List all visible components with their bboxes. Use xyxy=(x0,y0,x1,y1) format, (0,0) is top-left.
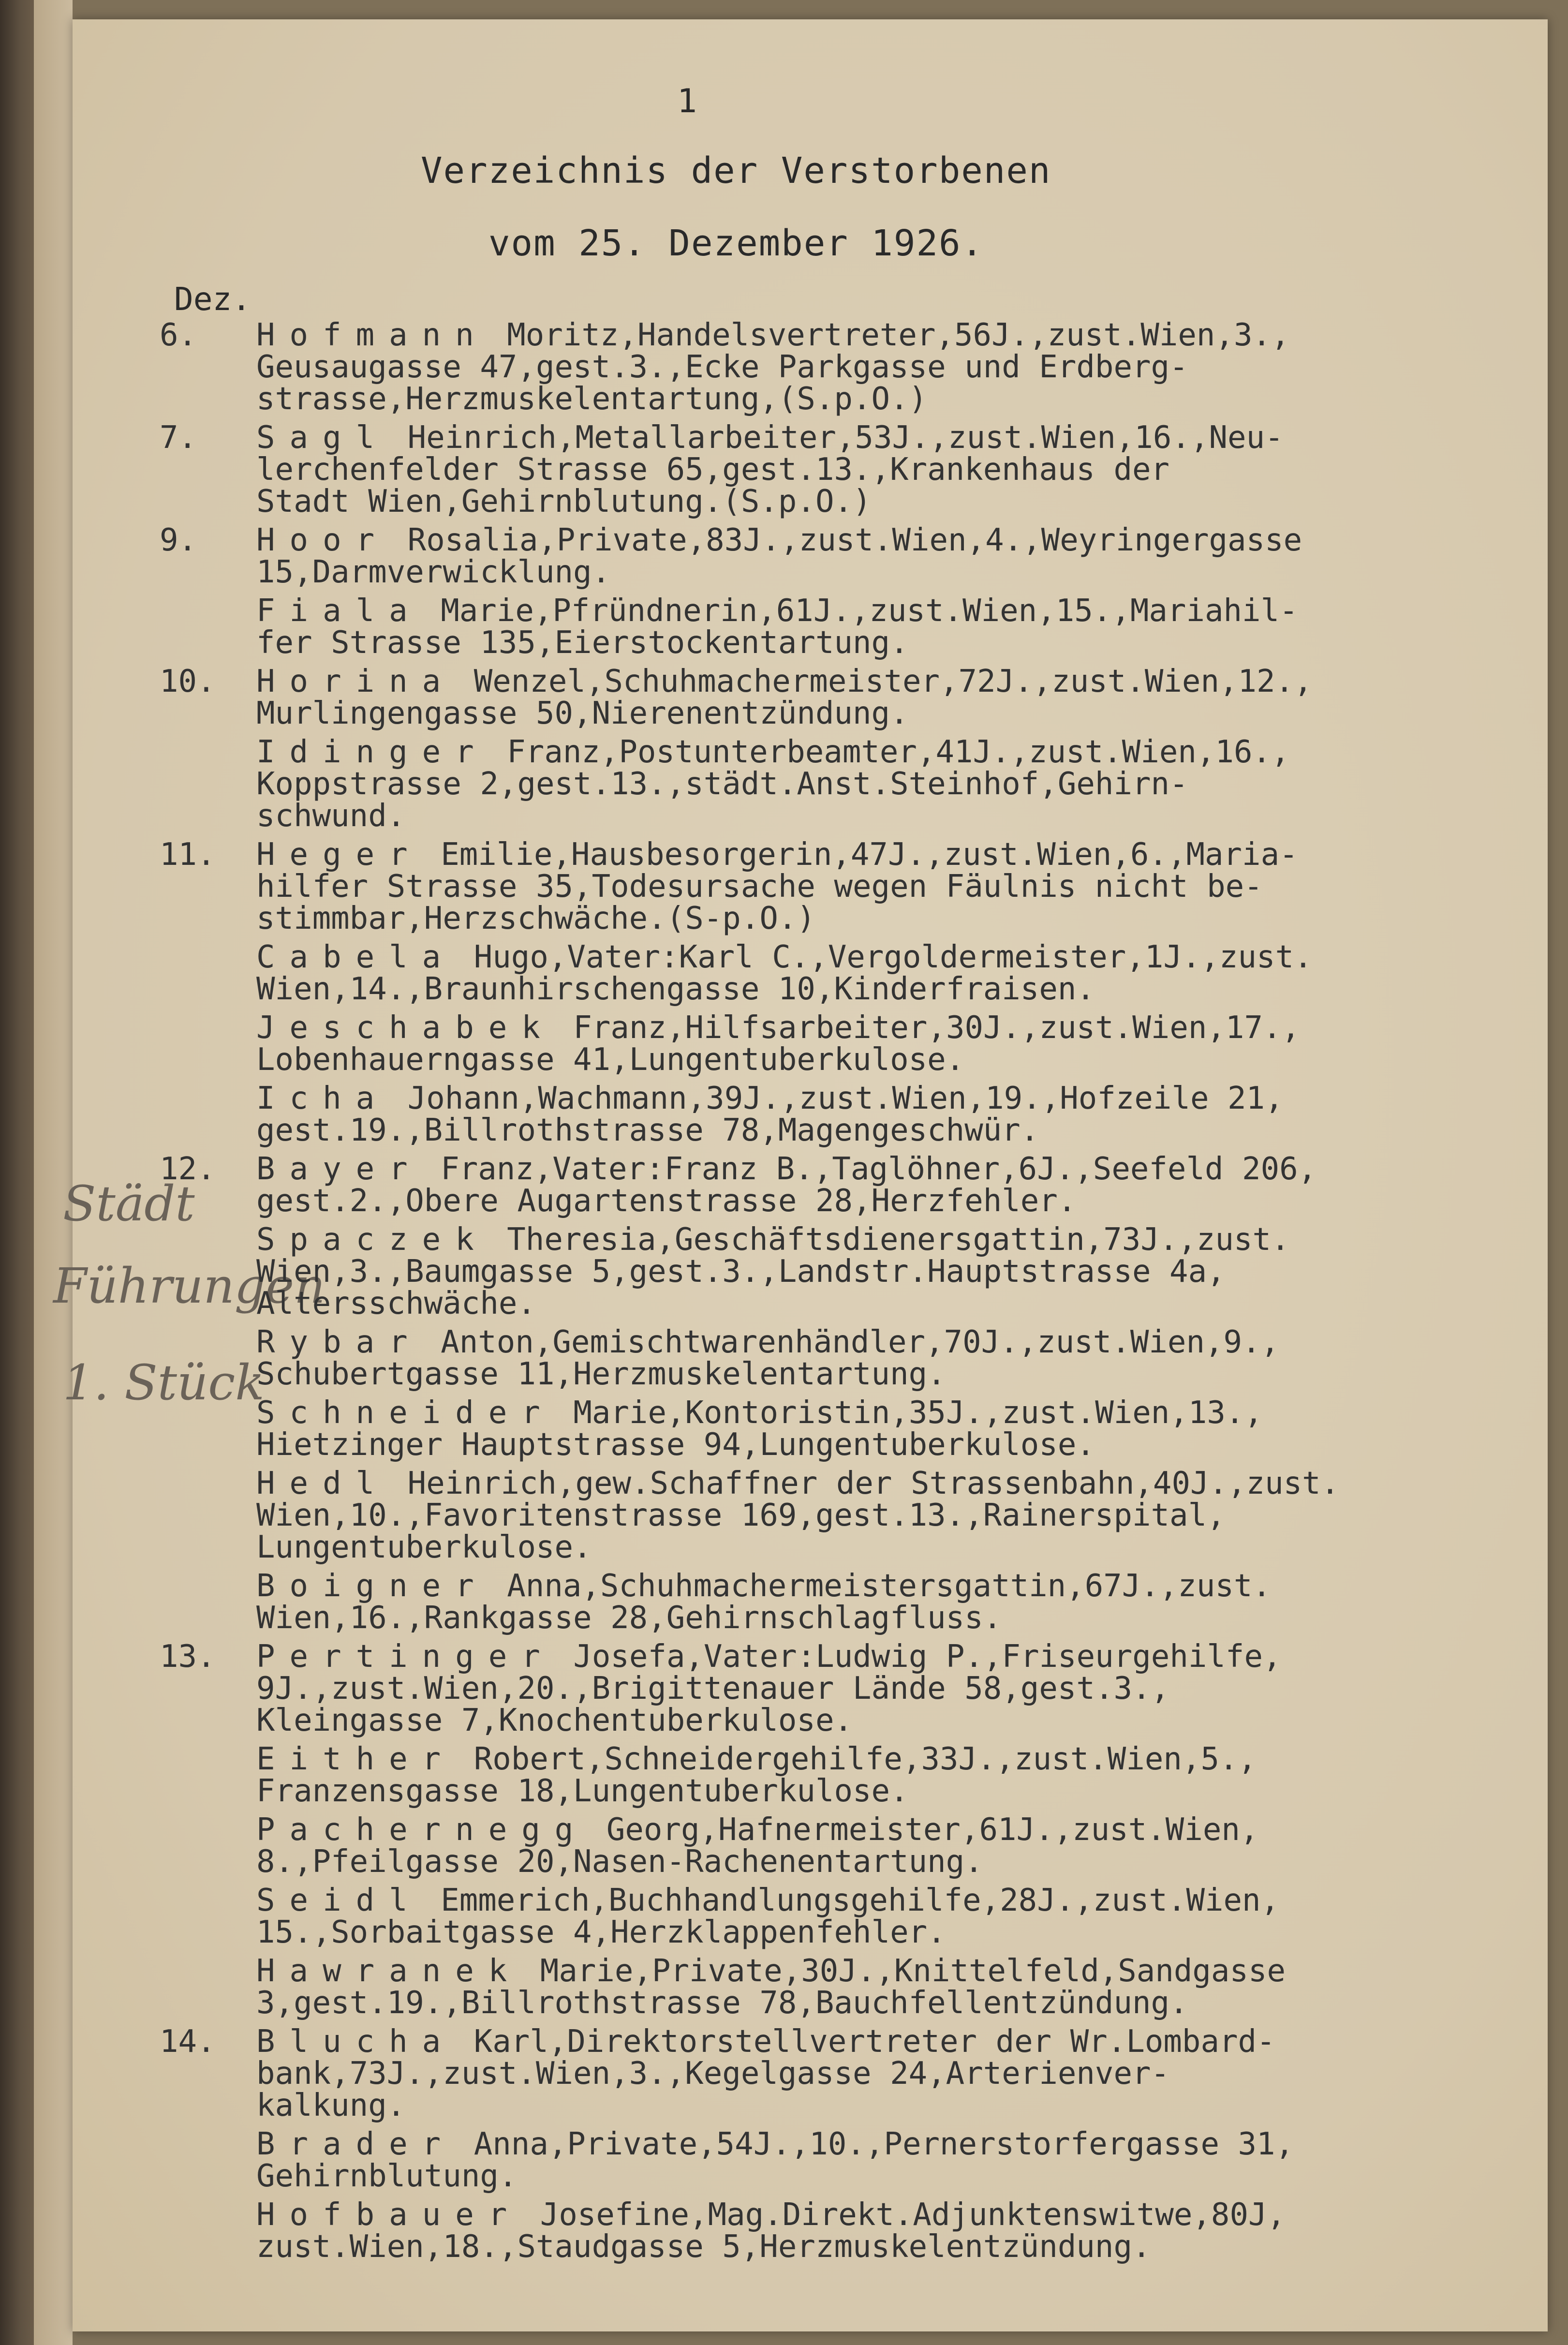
page-title: Verzeichnis der Verstorbenen xyxy=(421,150,1051,192)
entry-details: Anton,Gemischtwarenhändler,70J.,zust.Wien,9., Schubertgasse 11,Herzmuskelentartung. xyxy=(256,1324,1280,1392)
book-binding xyxy=(0,0,34,2345)
register-entry xyxy=(160,1153,1514,1217)
entry-surname: Sagl xyxy=(256,420,389,456)
entry-surname: Either xyxy=(256,1741,456,1777)
entry-surname: Brader xyxy=(256,2126,456,2162)
register-entry xyxy=(160,666,1514,729)
entry-details: Karl,Direktorstellvertreter der Wr.Lombard- bank,73J.,zust.Wien,3.,Kegelgasse 24,Arterienver- kalkung. xyxy=(256,2024,1275,2123)
page-number: 1 xyxy=(677,82,697,120)
entry-date: 13. xyxy=(160,1639,216,1675)
register-entry xyxy=(160,1397,1514,1461)
entry-details: Marie,Kontoristin,35J.,zust.Wien,13., Hietzinger Hauptstrasse 94,Lungentuberkulose. xyxy=(256,1395,1263,1463)
entry-surname: Heger xyxy=(256,837,422,873)
entry-surname: Pachernegg xyxy=(256,1812,588,1848)
register-entry xyxy=(160,941,1514,1005)
register-entry xyxy=(160,736,1514,832)
entry-surname: Bayer xyxy=(256,1151,422,1187)
register-entry xyxy=(160,2026,1514,2122)
entry-details: Robert,Schneidergehilfe,33J.,zust.Wien,5., Franzensgasse 18,Lungentuberkulose. xyxy=(256,1741,1257,1809)
entry-details: Franz,Hilfsarbeiter,30J.,zust.Wien,17., Lobenhauerngasse 41,Lungentuberkulose. xyxy=(256,1010,1301,1078)
register-entry xyxy=(160,1885,1514,1948)
entry-details: Theresia,Geschäftsdienersgattin,73J.,zust. Wien,3.,Baumgasse 5,gest.3.,Landstr.Hauptstrasse 4a, Altersschwäche. xyxy=(256,1222,1290,1321)
entry-details: Heinrich,gew.Schaffner der Strassenbahn,40J.,zust. Wien,10.,Favoritenstrasse 169,gest.13.,Rainerspital, Lungentuberkulose. xyxy=(256,1466,1340,1565)
entry-surname: Cabela xyxy=(256,939,456,975)
register-entry xyxy=(160,1570,1514,1634)
entry-date: 7. xyxy=(160,420,197,456)
entry-date: 9. xyxy=(160,522,197,558)
register-entry xyxy=(160,1743,1514,1807)
entry-details: Franz,Postunterbeamter,41J.,zust.Wien,16., Koppstrasse 2,gest.13.,städt.Anst.Steinhof,Gehirn- schwund. xyxy=(256,734,1290,834)
entry-details: Anna,Private,54J.,10.,Pernerstorfergasse 31, Gehirnblutung. xyxy=(256,2126,1294,2194)
register-entry xyxy=(160,422,1514,518)
entry-surname: Seidl xyxy=(256,1883,422,1918)
register-entry xyxy=(160,2199,1514,2263)
entry-details: Emilie,Hausbesorgerin,47J.,zust.Wien,6.,Maria- hilfer Strasse 35,Todesursache wegen Fäulnis nicht be- stimmbar,Herzschwäche.(S-p.O.) xyxy=(256,837,1298,936)
entry-surname: Idinger xyxy=(256,734,488,770)
entry-date: 14. xyxy=(160,2024,216,2060)
entry-surname: Hawranek xyxy=(256,1953,522,1989)
entry-details: Marie,Pfründnerin,61J.,zust.Wien,15.,Mariahil- fer Strasse 135,Eierstockentartung. xyxy=(256,593,1298,661)
entry-surname: Hofmann xyxy=(256,317,488,353)
register-entry xyxy=(160,1814,1514,1878)
entry-details: Heinrich,Metallarbeiter,53J.,zust.Wien,16.,Neu- lerchenfelder Strasse 65,gest.13.,Krankenhaus der Stadt Wien,Gehirnblutung.(S.p.O.) xyxy=(256,420,1284,519)
register-entry xyxy=(160,1468,1514,1563)
entry-surname: Jeschabek xyxy=(256,1010,555,1046)
entry-details: Josefa,Vater:Ludwig P.,Friseurgehilfe, 9J.,zust.Wien,20.,Brigittenauer Lände 58,gest.3., Kleingasse 7,Knochentuberkulose. xyxy=(256,1639,1282,1738)
register-entry xyxy=(160,319,1514,415)
entry-details: Emmerich,Buchhandlungsgehilfe,28J.,zust.Wien, 15.,Sorbaitgasse 4,Herzklappenfehler. xyxy=(256,1883,1280,1950)
register-entry xyxy=(160,2128,1514,2192)
entry-details: Anna,Schuhmachermeistersgattin,67J.,zust. Wien,16.,Rankgasse 28,Gehirnschlagfluss. xyxy=(256,1568,1272,1636)
entry-surname: Horina xyxy=(256,664,456,699)
entry-surname: Rybar xyxy=(256,1324,422,1360)
register-entry xyxy=(160,1326,1514,1390)
register-entry xyxy=(160,1955,1514,2019)
entry-details: Marie,Private,30J.,Knittelfeld,Sandgasse 3,gest.19.,Billrothstrasse 78,Bauchfellentzündung. xyxy=(256,1953,1286,2021)
entry-surname: Pertinger xyxy=(256,1639,555,1675)
register-entry xyxy=(160,1224,1514,1320)
register-entry xyxy=(160,1083,1514,1146)
handwritten-margin-note: Städt xyxy=(63,1175,195,1232)
handwritten-margin-note: 1. Stück xyxy=(63,1354,265,1411)
entry-details: Wenzel,Schuhmachermeister,72J.,zust.Wien,12., Murlingengasse 50,Nierenentzündung. xyxy=(256,664,1313,731)
previous-page-edge xyxy=(34,0,73,2345)
entry-details: Georg,Hafnermeister,61J.,zust.Wien, 8.,Pfeilgasse 20,Nasen-Rachenentartung. xyxy=(256,1812,1259,1880)
entry-surname: Fiala xyxy=(256,593,422,629)
document-page xyxy=(53,19,1548,2331)
entry-date: 6. xyxy=(160,317,197,353)
handwritten-margin-note: Führungen xyxy=(53,1258,325,1314)
register-entry xyxy=(160,839,1514,935)
entry-surname: Hedl xyxy=(256,1466,389,1501)
register-entry xyxy=(160,595,1514,659)
entry-date: 11. xyxy=(160,837,216,873)
entry-details: Rosalia,Private,83J.,zust.Wien,4.,Weyringergasse 15,Darmverwicklung. xyxy=(256,522,1302,590)
entry-surname: Hofbauer xyxy=(256,2197,522,2233)
entry-date: 12. xyxy=(160,1151,216,1187)
entry-surname: Hoor xyxy=(256,522,389,558)
entry-surname: Blucha xyxy=(256,2024,456,2060)
register-entry xyxy=(160,1012,1514,1076)
entry-surname: Boigner xyxy=(256,1568,488,1604)
entry-date: 10. xyxy=(160,664,216,699)
entry-surname: Schneider xyxy=(256,1395,555,1431)
register-entry xyxy=(160,1641,1514,1736)
entry-surname: Icha xyxy=(256,1081,389,1116)
entry-details: Franz,Vater:Franz B.,Taglöhner,6J.,Seefeld 206, gest.2.,Obere Augartenstrasse 28,Herzfehler. xyxy=(256,1151,1317,1219)
entry-details: Hugo,Vater:Karl C.,Vergoldermeister,1J.,zust. Wien,14.,Braunhirschengasse 10,Kinderfraisen. xyxy=(256,939,1313,1007)
death-register-list xyxy=(160,319,1514,2270)
page-subtitle: vom 25. Dezember 1926. xyxy=(488,223,984,264)
entry-surname: Spaczek xyxy=(256,1222,488,1258)
entry-details: Johann,Wachmann,39J.,zust.Wien,19.,Hofzeile 21, gest.19.,Billrothstrasse 78,Magengeschwür. xyxy=(256,1081,1284,1148)
entry-details: Moritz,Handelsvertreter,56J.,zust.Wien,3., Geusaugasse 47,gest.3.,Ecke Parkgasse und Erdberg- strasse,Herzmuskelentartung,(S.p.O.) xyxy=(256,317,1290,417)
month-label: Dez. xyxy=(174,281,251,318)
entry-details: Josefine,Mag.Direkt.Adjunktenswitwe,80J, zust.Wien,18.,Staudgasse 5,Herzmuskelentzündung. xyxy=(256,2197,1286,2265)
register-entry xyxy=(160,524,1514,588)
